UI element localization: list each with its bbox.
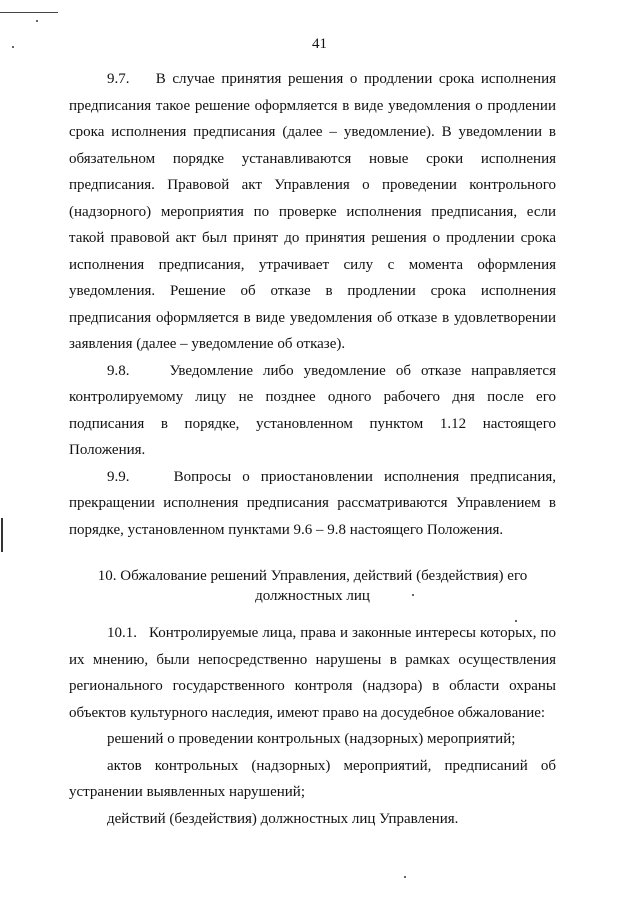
scan-artifact-line [0, 12, 58, 13]
page-number: 41 [312, 36, 327, 52]
section-heading [69, 566, 556, 606]
list-item-actions: действий (бездействия) должностных лиц Управления. [107, 810, 459, 827]
body-text-block-2 [69, 620, 556, 832]
paragraph-9-8: 9.8. Уведомление либо уведомление об отказе направляется контролируемому лицу не позднее одного рабочего дня после его подписания в порядке, установленном пунктом 1.12 настоящего Положения. [69, 362, 556, 458]
paragraph-10-1: 10.1. Контролируемые лица, права и законные интересы которых, по их мнению, были непосредственно нарушены в рамках осуществления регионального государственного контроля (надзора) в области охраны объектов культурного наследия, имеют право на досудебное обжалование: [69, 625, 556, 721]
paragraph-9-9: 9.9. Вопросы о приостановлении исполнения предписания, прекращении исполнения предписания рассматриваются Управлением в порядке, установленном пунктами 9.6 – 9.8 настоящего Положения. [69, 468, 556, 538]
scan-artifact-bar [1, 518, 3, 552]
section-heading-line-2: должностных лиц [255, 588, 370, 604]
body-text-block-1 [69, 66, 556, 543]
scan-speck [404, 876, 406, 878]
paragraph-9-7: 9.7. В случае принятия решения о продлении срока исполнения предписания такое решение оформляется в виде уведомления о продлении срока исполнения предписания (далее – уведомление). В уведомлении в обязательном порядке устанавливаются новые сроки исполнения предписания. Правовой акт Управления о проведении контрольного (надзорного) мероприятия по проверке исполнения предписания, если такой правовой акт был принят до принятия решения о продлении срока исполнения предписания, утрачивает силу с момента оформления уведомления. Решение об отказе в продлении срока исполнения предписания оформляется в виде уведомления об отказе в удовлетворении заявления (далее – уведомление об отказе). [69, 71, 556, 352]
list-item-acts: актов контрольных (надзорных) мероприятий, предписаний об устранении выявленных нарушений; [69, 757, 556, 800]
scan-speck [36, 20, 38, 22]
list-item-decisions: решений о проведении контрольных (надзорных) мероприятий; [107, 731, 516, 747]
section-heading-line-1: 10. Обжалование решений Управления, действий (бездействия) его [97, 568, 528, 584]
